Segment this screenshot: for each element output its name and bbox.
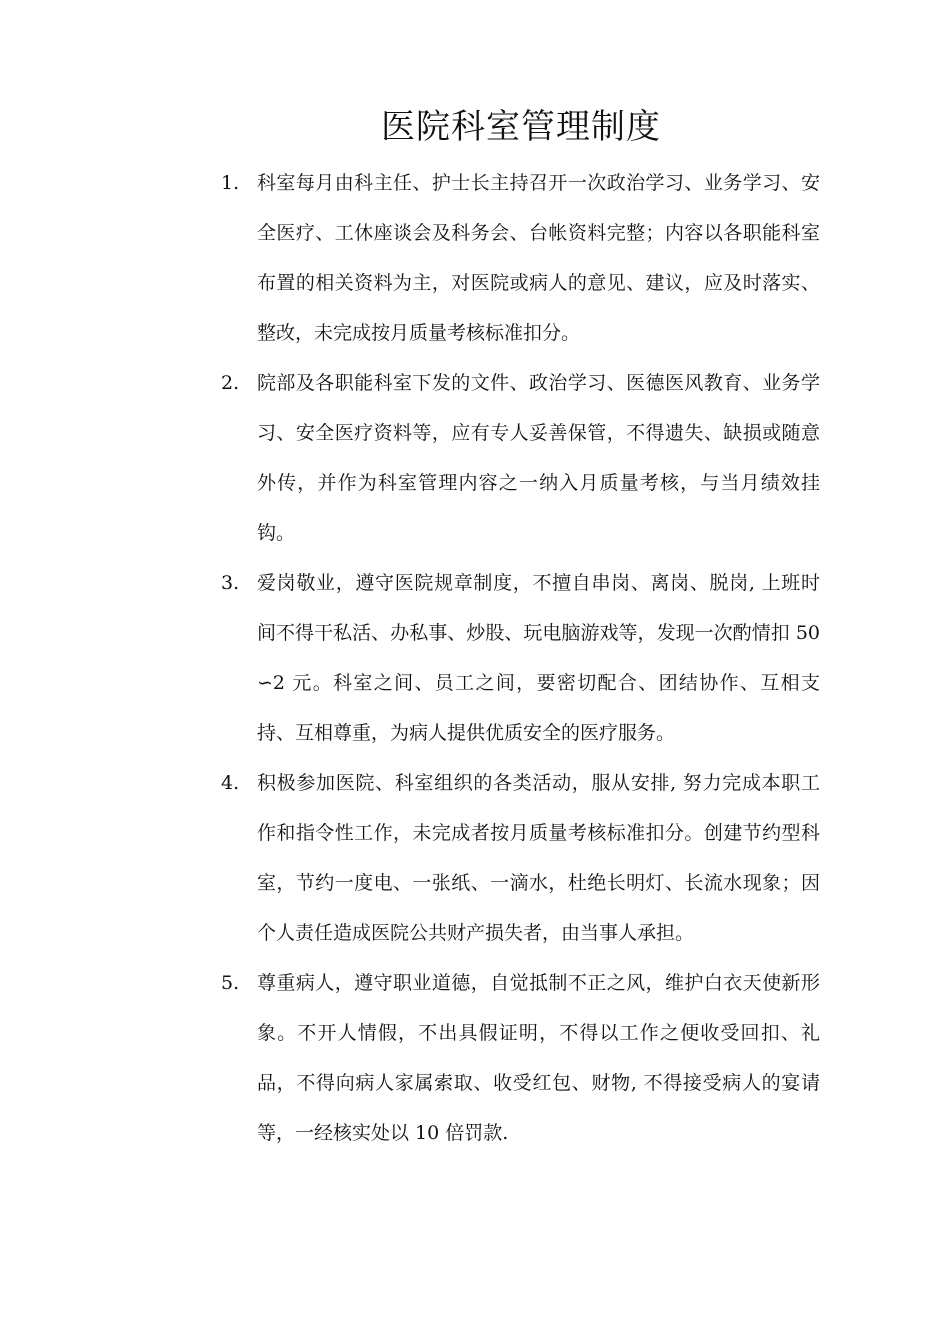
rule-text: 积极参加医院、科室组织的各类活动，服从安排, 努力完成本职工作和指令性工作，未完成者按月质量考核标准扣分。创建节约型科室，节约一度电、一张纸、一滴水，杜绝长明灯、长流水现象；因个人责任造成医院公共财产损失者，由当事人承担。: [257, 772, 820, 944]
rules-list: [0, 158, 950, 1158]
rule-item-1: [0, 158, 950, 358]
document-title: 医院科室管理制度: [381, 107, 661, 147]
rule-number: 3.: [221, 572, 240, 594]
rule-number: 5.: [221, 972, 240, 994]
rule-number: 4.: [221, 772, 240, 794]
rule-item-5: [0, 958, 950, 1158]
rule-text: 爱岗敬业，遵守医院规章制度，不擅自串岗、离岗、脱岗, 上班时间不得干私活、办私事、炒股、玩电脑游戏等，发现一次酌情扣 50∽2 元。科室之间、员工之间，要密切配合、团结协作、互相支持、互相尊重，为病人提供优质安全的医疗服务。: [257, 572, 820, 744]
rule-number: 1.: [221, 172, 240, 194]
rule-item-4: [0, 758, 950, 958]
rule-item-3: [0, 558, 950, 758]
rule-text: 尊重病人，遵守职业道德，自觉抵制不正之风，维护白衣天使新形象。不开人情假，不出具假证明，不得以工作之便收受回扣、礼品，不得向病人家属索取、收受红包、财物, 不得接受病人的宴请等，一经核实处以 10 倍罚款.: [257, 972, 820, 1144]
rule-number: 2.: [221, 372, 240, 394]
rule-text: 科室每月由科主任、护士长主持召开一次政治学习、业务学习、安全医疗、工休座谈会及科务会、台帐资料完整；内容以各职能科室布置的相关资料为主，对医院或病人的意见、建议，应及时落实、整改，未完成按月质量考核标准扣分。: [257, 172, 820, 344]
rule-text: 院部及各职能科室下发的文件、政治学习、医德医风教育、业务学习、安全医疗资料等，应有专人妥善保管，不得遗失、缺损或随意外传，并作为科室管理内容之一纳入月质量考核，与当月绩效挂钩。: [257, 372, 820, 544]
rule-item-2: [0, 358, 950, 558]
